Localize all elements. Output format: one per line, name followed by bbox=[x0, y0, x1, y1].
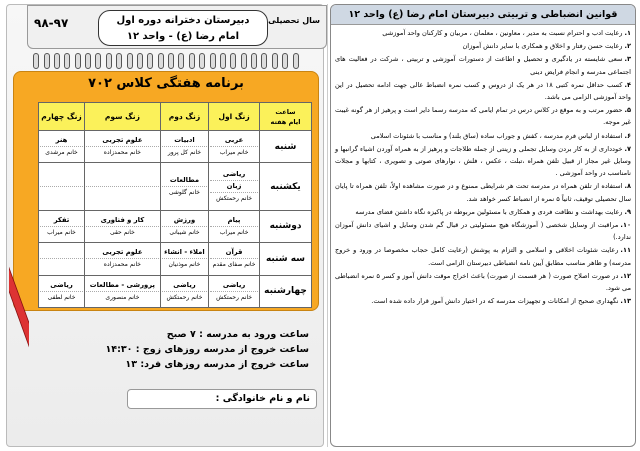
subject-name: ریاضی bbox=[162, 280, 207, 292]
rules-list bbox=[335, 27, 631, 444]
panel-divider bbox=[327, 4, 328, 447]
schedule-cell bbox=[85, 163, 161, 210]
exit-time-odd-days: ساعت خروج از مدرسه روزهای فرد: ۱۳ bbox=[125, 359, 309, 370]
rule-text: رعایت بهداشت و نظافت فردی و همکاری با مسئولین مربوطه در پاکیزه نگاه داشتن فضای مدرسه bbox=[355, 207, 623, 216]
schedule-cell bbox=[209, 131, 260, 163]
rule-number: ۲. bbox=[624, 42, 631, 51]
rule-text: استفاده از لباس فرم مدرسه ، کفش و جوراب ساده (ساق بلند) و مناسب با شئونات اسلامی bbox=[370, 131, 623, 140]
schedule-header-row bbox=[39, 103, 312, 131]
school-name-box bbox=[98, 10, 268, 46]
schedule-cell bbox=[85, 275, 161, 307]
rules-panel bbox=[330, 4, 636, 447]
rule-number: ۸. bbox=[624, 182, 631, 191]
rule-number: ۱۲. bbox=[620, 271, 632, 280]
pencil-icon bbox=[9, 217, 29, 397]
subject-name: عربی bbox=[210, 135, 258, 147]
spiral-ring bbox=[210, 53, 216, 69]
teacher-name: خانم شیبانی bbox=[169, 228, 200, 236]
subject-name: مطالعات bbox=[162, 175, 207, 187]
schedule-row bbox=[39, 163, 312, 210]
rule-number: ۹. bbox=[624, 207, 631, 216]
spiral-ring bbox=[178, 53, 184, 69]
subject-name bbox=[40, 259, 83, 270]
column-header: زنگ چهارم bbox=[39, 103, 85, 131]
teacher-name: خانم محمدزاده bbox=[103, 261, 141, 269]
schedule-row bbox=[39, 275, 312, 307]
rule-item bbox=[335, 53, 631, 77]
corner-days: ایام هفته bbox=[270, 117, 301, 126]
rule-number: ۱۳. bbox=[620, 297, 631, 306]
subject-name: کار و فناوری bbox=[86, 215, 159, 227]
teacher-name: خانم لطفی bbox=[47, 293, 76, 301]
rule-item bbox=[335, 79, 631, 103]
school-hours bbox=[105, 327, 309, 372]
teacher-name: خانم میراب bbox=[219, 228, 249, 236]
rule-text: استفاده از تلفن همراه در مدرسه تحت هر شرایطی ممنوع و در صورت مشاهده اولاً، تلفن همراه تا پایان سال تحصیلی توقیف، ثانیاً ۵ نمره از انضباط کسر خواهد شد. bbox=[335, 182, 631, 203]
day-label: سه شنبه bbox=[260, 243, 312, 275]
schedule-row bbox=[39, 210, 312, 242]
day-label: یکشنبه bbox=[260, 163, 312, 210]
rule-text: در صورت اصلاح صورت ( هر قسمت از صورت) باعث اخراج موقت دانش آموز و کسر ۵ نمره انضباطی می شود. bbox=[335, 271, 631, 293]
spiral-ring bbox=[241, 53, 247, 69]
rule-text: کسب حداقل نمره کتبی ۱۸ در هر یک از دروس و کسب نمره انضباط عالی جهت ادامه تحصیل در این واحد آموزشی الزامی می باشد. bbox=[335, 80, 631, 102]
notebook-spiral bbox=[31, 53, 311, 71]
subject-name: ریاضی bbox=[210, 169, 258, 181]
spiral-ring bbox=[282, 53, 288, 69]
rule-text: خودداری از به کار بردن وسایل تجملی و زینتی از جمله طلاجات و پرهیز از به همراه آوردن اشیاء گرانبها و وسایل غیر مجاز از قبیل تلفن همراه ،تبلت ، عکس ، فلش ، نوارهای صوتی و تصویری ، کتابها و مجلات نامناسب در واحد آموزشی . bbox=[335, 144, 631, 178]
schedule-cell bbox=[209, 210, 260, 242]
corner-hour: ساعت bbox=[275, 107, 296, 116]
schedule-cell bbox=[39, 131, 85, 163]
schedule-title: برنامه هفتگی کلاس ۷۰۲ bbox=[88, 76, 244, 91]
rule-text: حضور مرتب و به موقع در کلاس درس در تمام ایامی که مدرسه رسما دایر است و پرهیز از هر گونه غیبت غیر موجه. bbox=[335, 106, 631, 127]
subject-name: زبان bbox=[210, 181, 258, 193]
schedule-cell bbox=[160, 163, 208, 210]
subject-name bbox=[86, 187, 159, 198]
teacher-name: خانم کل پرور bbox=[167, 149, 202, 157]
schedule-cell bbox=[39, 210, 85, 242]
spiral-ring bbox=[33, 53, 39, 69]
student-name-field: نام و نام خانوادگی : bbox=[127, 389, 317, 409]
day-label: چهارشنبه bbox=[260, 275, 312, 307]
rule-item bbox=[335, 130, 631, 142]
schedule-cell bbox=[85, 243, 161, 275]
teacher-name: خانم مرشدی bbox=[45, 149, 78, 157]
rule-text: رعایت شئونات اخلاقی و اسلامی و التزام به پوشش (رعایت کامل حجاب مخصوصا در ورود و خروج مدرسه) و ظاهر مناسب مطابق آیین نامه انضباطی دبیرستان الزامی است. bbox=[335, 246, 631, 267]
teacher-name: خانم رحمتکش bbox=[166, 293, 203, 301]
rule-item bbox=[335, 219, 631, 243]
spiral-ring bbox=[251, 53, 257, 69]
subject-name: ریاضی bbox=[40, 280, 83, 292]
rule-text: مراقبت از وسایل شخصی ( آموزشگاه هیچ مسئولیتی در قبال گم شدن وسایل و اشیای دانش آموزان ندارد.) bbox=[335, 221, 631, 242]
rule-text: سعی شایسته در یادگیری و تحصیل و اطاعت از دستورات آموزشی و تربیتی ، شرکت در فعالیت های اجتماعی مدرسه و انجام فرایض دینی bbox=[335, 55, 631, 76]
subject-name: هنر bbox=[40, 135, 83, 147]
year-label: سال تحصیلی bbox=[268, 16, 320, 25]
spiral-ring bbox=[261, 53, 267, 69]
teacher-name: خانم موذنیان bbox=[168, 261, 201, 269]
schedule-cell bbox=[39, 243, 85, 275]
column-header: زنگ اول bbox=[209, 103, 260, 131]
subject-name: ریاضی bbox=[210, 280, 258, 292]
schedule-cell bbox=[160, 131, 208, 163]
subject-name: ادبیات bbox=[162, 135, 207, 147]
spiral-ring bbox=[127, 53, 133, 69]
spiral-ring bbox=[293, 53, 299, 69]
teacher-name: خانم میراب bbox=[219, 149, 249, 157]
schedule-row bbox=[39, 243, 312, 275]
subject-name bbox=[40, 247, 83, 259]
column-header: زنگ سوم bbox=[85, 103, 161, 131]
schedule-cell bbox=[209, 243, 260, 275]
rules-title: قوانین انضباطی و تربیتی دبیرستان امام رضا (ع) واحد ۱۲ bbox=[331, 5, 635, 25]
teacher-name: خانم رحمتکش bbox=[216, 293, 253, 301]
spiral-ring bbox=[220, 53, 226, 69]
schedule-table bbox=[38, 102, 312, 308]
spiral-ring bbox=[158, 53, 164, 69]
teacher-name: خانم رحمتکش bbox=[216, 195, 253, 203]
column-header: زنگ دوم bbox=[160, 103, 208, 131]
teacher-name: خانم گلوشی bbox=[168, 189, 200, 197]
spiral-ring bbox=[272, 53, 278, 69]
exit-time-even-days: ساعت خروج از مدرسه روزهای زوج : ۱۴:۳۰ bbox=[105, 344, 309, 355]
rule-item bbox=[335, 104, 631, 128]
schedule-cell bbox=[160, 275, 208, 307]
rule-item bbox=[335, 206, 631, 218]
rule-number: ۱. bbox=[624, 29, 631, 37]
spiral-ring bbox=[44, 53, 50, 69]
rule-item bbox=[335, 40, 631, 52]
schedule-corner bbox=[260, 103, 312, 131]
rule-number: ۵. bbox=[624, 106, 631, 115]
schedule-cell bbox=[209, 275, 260, 307]
day-label: دوشنبه bbox=[260, 210, 312, 242]
schedule-cell bbox=[160, 210, 208, 242]
schedule-sheet bbox=[6, 4, 324, 447]
subject-name: پیام bbox=[210, 215, 258, 227]
schedule-card bbox=[13, 71, 319, 311]
spiral-ring bbox=[54, 53, 60, 69]
arrival-time: ساعت ورود به مدرسه : ۷ صبح bbox=[166, 329, 309, 340]
rule-number: ۱۱. bbox=[620, 246, 631, 255]
subject-name: قرآن bbox=[210, 247, 258, 259]
spiral-ring bbox=[64, 53, 70, 69]
subject-name: تفکر bbox=[40, 215, 83, 227]
rule-number: ۶. bbox=[624, 131, 631, 140]
teacher-name: خانم میراب bbox=[47, 228, 76, 236]
subject-name bbox=[40, 175, 83, 187]
teacher-name: خانم صفای مقدم bbox=[212, 261, 256, 269]
rule-text: نگهداری صحیح از امکانات و تجهیزات مدرسه که در اختیار دانش آموز قرار داده شده است. bbox=[371, 297, 619, 306]
school-name-line1: دبیرستان دخترانه دوره اول bbox=[116, 15, 250, 26]
schedule-row bbox=[39, 131, 312, 163]
rule-number: ۴. bbox=[624, 80, 631, 89]
school-name-line2: امام رضا (ع) - واحد ۱۲ bbox=[126, 31, 240, 42]
subject-name: علوم تجربی bbox=[86, 247, 159, 259]
spiral-ring bbox=[106, 53, 112, 69]
rule-number: ۳. bbox=[624, 55, 631, 64]
spiral-ring bbox=[147, 53, 153, 69]
teacher-name: خانم محمدزاده bbox=[103, 149, 141, 157]
schedule-cell bbox=[39, 275, 85, 307]
rule-item bbox=[335, 27, 631, 39]
schedule-cell bbox=[39, 163, 85, 210]
spiral-ring bbox=[199, 53, 205, 69]
spiral-ring bbox=[230, 53, 236, 69]
subject-name: علوم تجربی bbox=[86, 135, 159, 147]
subject-name: ورزش bbox=[162, 215, 207, 227]
schedule-cell bbox=[160, 243, 208, 275]
subject-name bbox=[86, 175, 159, 187]
rule-item bbox=[335, 270, 631, 294]
subject-name: پرورشی - مطالعات bbox=[86, 280, 159, 292]
schedule-cell bbox=[209, 163, 260, 210]
spiral-ring bbox=[116, 53, 122, 69]
rule-item bbox=[335, 244, 631, 268]
teacher-name: خانم حقی bbox=[109, 228, 135, 236]
rule-item bbox=[335, 180, 631, 204]
subject-name bbox=[40, 187, 83, 198]
schedule-cell bbox=[85, 131, 161, 163]
rule-number: ۷. bbox=[624, 144, 631, 153]
rule-text: رعایت حسن رفتار و اخلاق و همکاری با سایر دانش آموزان bbox=[462, 42, 623, 51]
rule-number: ۱۰. bbox=[620, 221, 631, 230]
rule-item bbox=[335, 143, 631, 180]
spiral-ring bbox=[75, 53, 81, 69]
sheet-header bbox=[27, 5, 327, 49]
rule-item bbox=[335, 295, 631, 307]
spiral-ring bbox=[168, 53, 174, 69]
subject-name: املاء - انشاء bbox=[162, 247, 207, 259]
rule-text: رعایت ادب و احترام نسبت به مدیر ، معاونین ، معلمان ، مربیان و کارکنان واحد آموزشی bbox=[382, 29, 623, 37]
spiral-ring bbox=[137, 53, 143, 69]
spiral-ring bbox=[95, 53, 101, 69]
schedule-cell bbox=[85, 210, 161, 242]
spiral-ring bbox=[85, 53, 91, 69]
spiral-ring bbox=[189, 53, 195, 69]
academic-year: ۹۸-۹۷ bbox=[34, 16, 69, 30]
teacher-name: خانم منصوری bbox=[105, 293, 140, 301]
day-label: شنبه bbox=[260, 131, 312, 163]
